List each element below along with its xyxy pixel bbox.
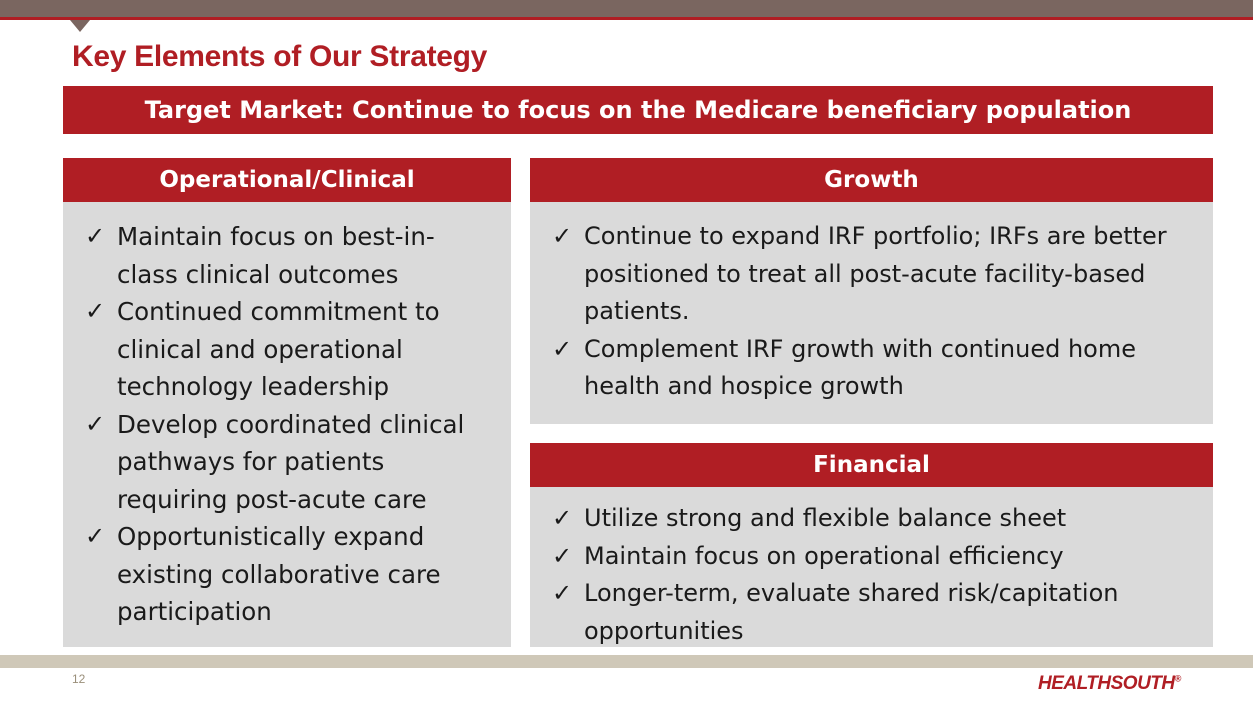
list-item bbox=[552, 575, 1193, 650]
check-icon: ✓ bbox=[85, 222, 106, 250]
financial-list bbox=[530, 487, 1213, 650]
list-item-text: Develop coordinated clinical pathways for patients requiring post-acute care bbox=[117, 409, 465, 514]
registered-mark: ® bbox=[1174, 673, 1181, 684]
operational-clinical-list bbox=[63, 202, 511, 631]
list-item bbox=[552, 500, 1193, 538]
list-item-text: Continued commitment to clinical and operational technology leadership bbox=[117, 297, 440, 401]
list-item-text: Opportunistically expand existing collaborative care participation bbox=[117, 522, 441, 626]
list-item bbox=[85, 293, 491, 406]
list-item bbox=[85, 406, 491, 519]
list-item bbox=[552, 218, 1193, 331]
list-item-text: Maintain focus on operational efficiency bbox=[584, 541, 1064, 570]
list-item bbox=[85, 218, 491, 293]
list-item-text: Utilize strong and flexible balance sheet bbox=[584, 504, 1067, 532]
list-item-text: Longer-term, evaluate shared risk/capitation opportunities bbox=[584, 579, 1119, 645]
check-icon: ✓ bbox=[552, 222, 573, 250]
check-icon: ✓ bbox=[552, 504, 573, 532]
financial-panel bbox=[530, 443, 1213, 647]
list-item-text: Continue to expand IRF portfolio; IRFs are better positioned to treat all post-acute facility-based patients. bbox=[584, 222, 1167, 325]
growth-panel bbox=[530, 158, 1213, 424]
list-item bbox=[552, 331, 1193, 406]
healthsouth-logo bbox=[1038, 673, 1181, 695]
check-icon: ✓ bbox=[85, 522, 106, 550]
growth-header: Growth bbox=[530, 158, 1213, 202]
title-notch bbox=[70, 20, 90, 32]
list-item-text: Complement IRF growth with continued home health and hospice growth bbox=[584, 334, 1137, 400]
operational-clinical-panel bbox=[63, 158, 511, 647]
financial-header: Financial bbox=[530, 443, 1213, 487]
top-bar-accent-line bbox=[0, 17, 1253, 20]
check-icon: ✓ bbox=[552, 541, 573, 570]
list-item bbox=[85, 518, 491, 631]
slide-title: Key Elements of Our Strategy bbox=[72, 40, 488, 73]
top-bar bbox=[0, 0, 1253, 17]
operational-clinical-header: Operational/Clinical bbox=[63, 158, 511, 202]
list-item bbox=[552, 538, 1193, 576]
growth-list bbox=[530, 202, 1213, 406]
page-number: 12 bbox=[72, 672, 86, 686]
check-icon: ✓ bbox=[552, 579, 573, 607]
check-icon: ✓ bbox=[85, 297, 106, 325]
logo-text: HEALTHSOUTH bbox=[1038, 673, 1175, 694]
check-icon: ✓ bbox=[85, 409, 106, 438]
bottom-bar bbox=[0, 655, 1253, 668]
list-item-text: Maintain focus on best-in-class clinical outcomes bbox=[117, 222, 435, 289]
check-icon: ✓ bbox=[552, 334, 573, 363]
target-market-banner: Target Market: Continue to focus on the Medicare beneficiary population bbox=[63, 86, 1213, 134]
